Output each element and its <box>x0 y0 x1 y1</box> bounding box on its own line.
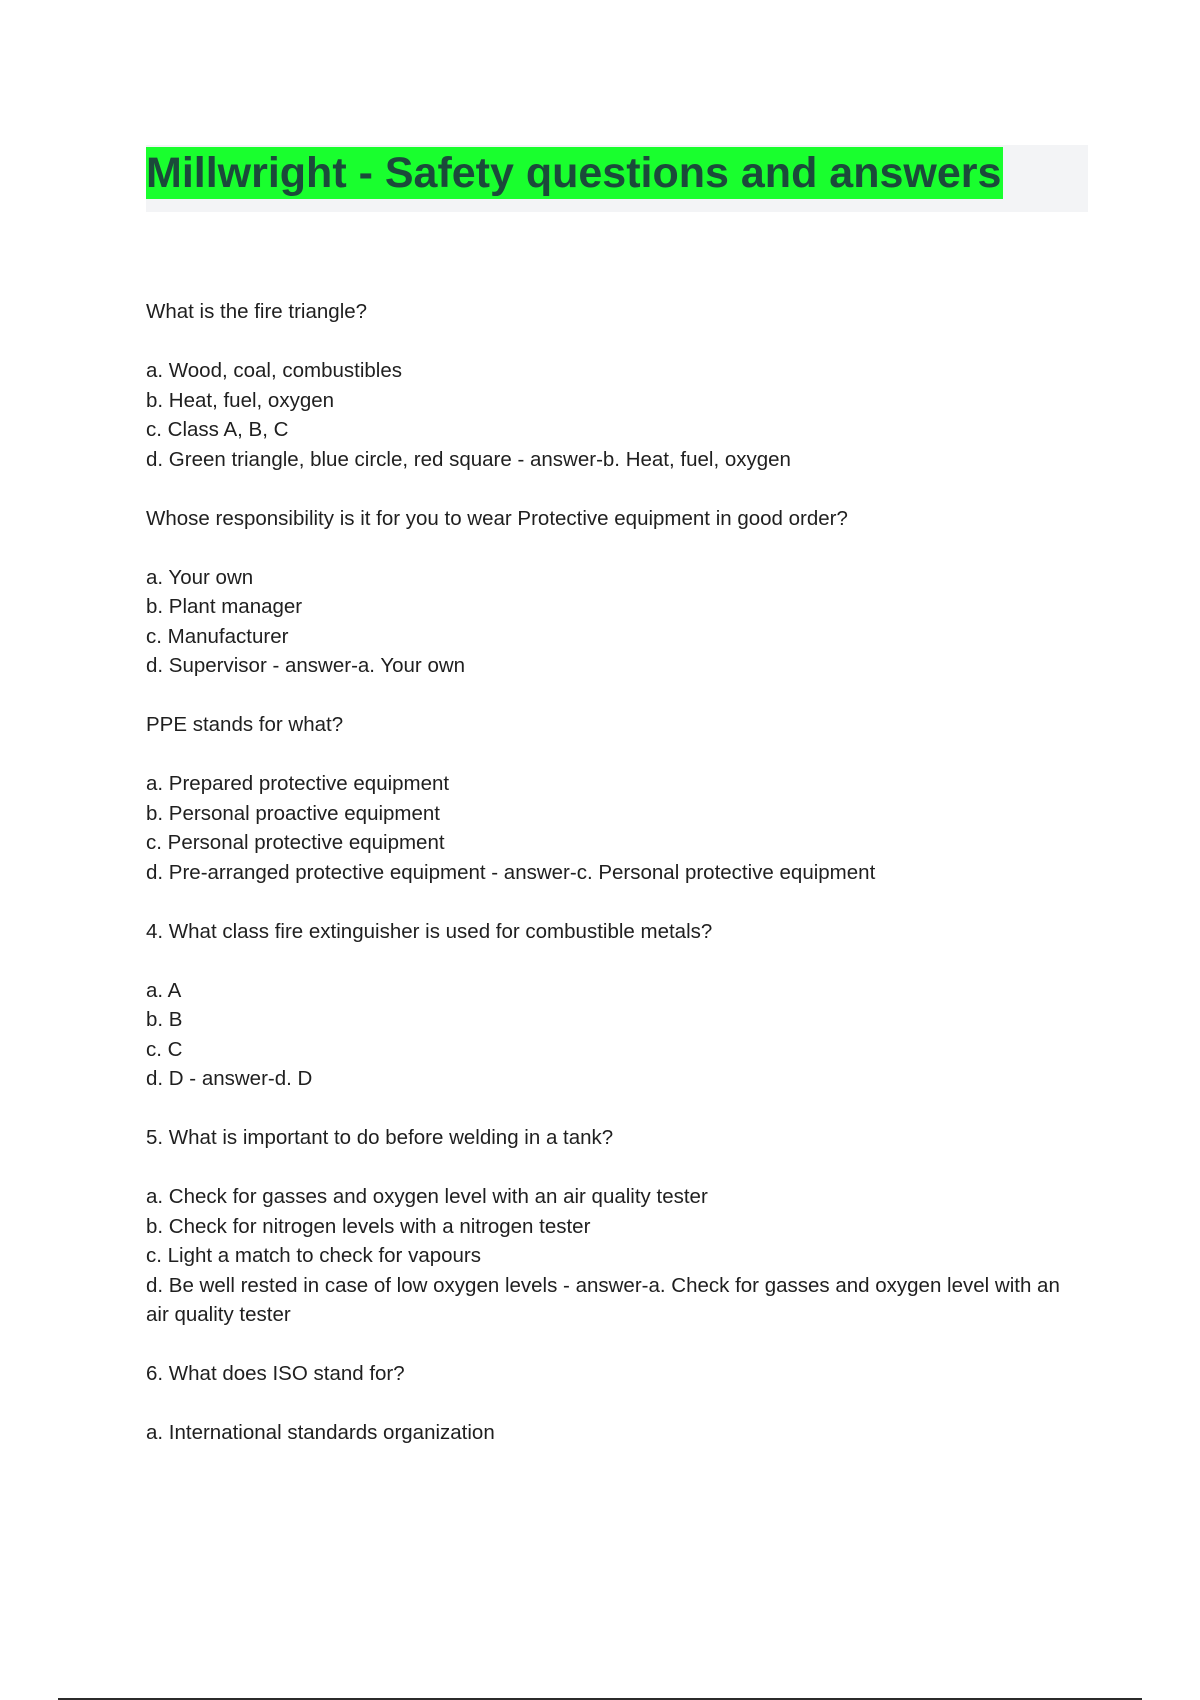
option-3a: a. Prepared protective equipment <box>146 772 450 795</box>
option-1b: b. Heat, fuel, oxygen <box>146 388 335 412</box>
option-5c: c. Light a match to check for vapours <box>146 1244 481 1267</box>
option-1c: c. Class A, B, C <box>146 418 289 441</box>
option-4d-with-answer: d. D - answer-d. D <box>146 1067 313 1090</box>
question-6: 6. What does ISO stand for? <box>146 1362 405 1385</box>
qa-block-4 <box>146 917 1066 1094</box>
option-2a: a. Your own <box>146 565 254 589</box>
option-3d-with-answer: d. Pre-arranged protective equipment - answer-c. Personal protective equipment <box>146 860 876 884</box>
option-4c: c. C <box>146 1037 183 1061</box>
option-1a: a. Wood, coal, combustibles <box>146 359 402 382</box>
question-3: PPE stands for what? <box>146 713 344 736</box>
option-6a: a. International standards organization <box>146 1421 495 1444</box>
option-2b: b. Plant manager <box>146 595 303 618</box>
option-1d-with-answer: d. Green triangle, blue circle, red square - answer-b. Heat, fuel, oxygen <box>146 447 791 471</box>
option-5d-with-answer: d. Be well rested in case of low oxygen levels - answer-a. Check for gasses and oxygen level with an air quality tester <box>146 1273 1060 1326</box>
option-2c: c. Manufacturer <box>146 624 289 648</box>
option-5a: a. Check for gasses and oxygen level with an air quality tester <box>146 1185 708 1208</box>
page-title: Millwright - Safety questions and answers <box>146 149 1002 197</box>
option-5b: b. Check for nitrogen levels with a nitrogen tester <box>146 1214 591 1238</box>
option-2d-with-answer: d. Supervisor - answer-a. Your own <box>146 654 466 677</box>
option-4b: b. B <box>146 1008 183 1031</box>
qa-block-3 <box>146 710 1066 887</box>
question-4: 4. What class fire extinguisher is used for combustible metals? <box>146 919 713 943</box>
qa-content <box>146 297 1066 1477</box>
qa-block-1 <box>146 297 1066 474</box>
qa-block-2 <box>146 504 1066 681</box>
question-5: 5. What is important to do before welding in a tank? <box>146 1126 614 1149</box>
option-3b: b. Personal proactive equipment <box>146 801 441 825</box>
question-2: Whose responsibility is it for you to wear Protective equipment in good order? <box>146 506 848 530</box>
option-4a: a. A <box>146 978 182 1002</box>
qa-block-5 <box>146 1123 1066 1330</box>
option-3c: c. Personal protective equipment <box>146 831 445 854</box>
qa-block-6 <box>146 1359 1066 1448</box>
question-1: What is the fire triangle? <box>146 300 368 323</box>
